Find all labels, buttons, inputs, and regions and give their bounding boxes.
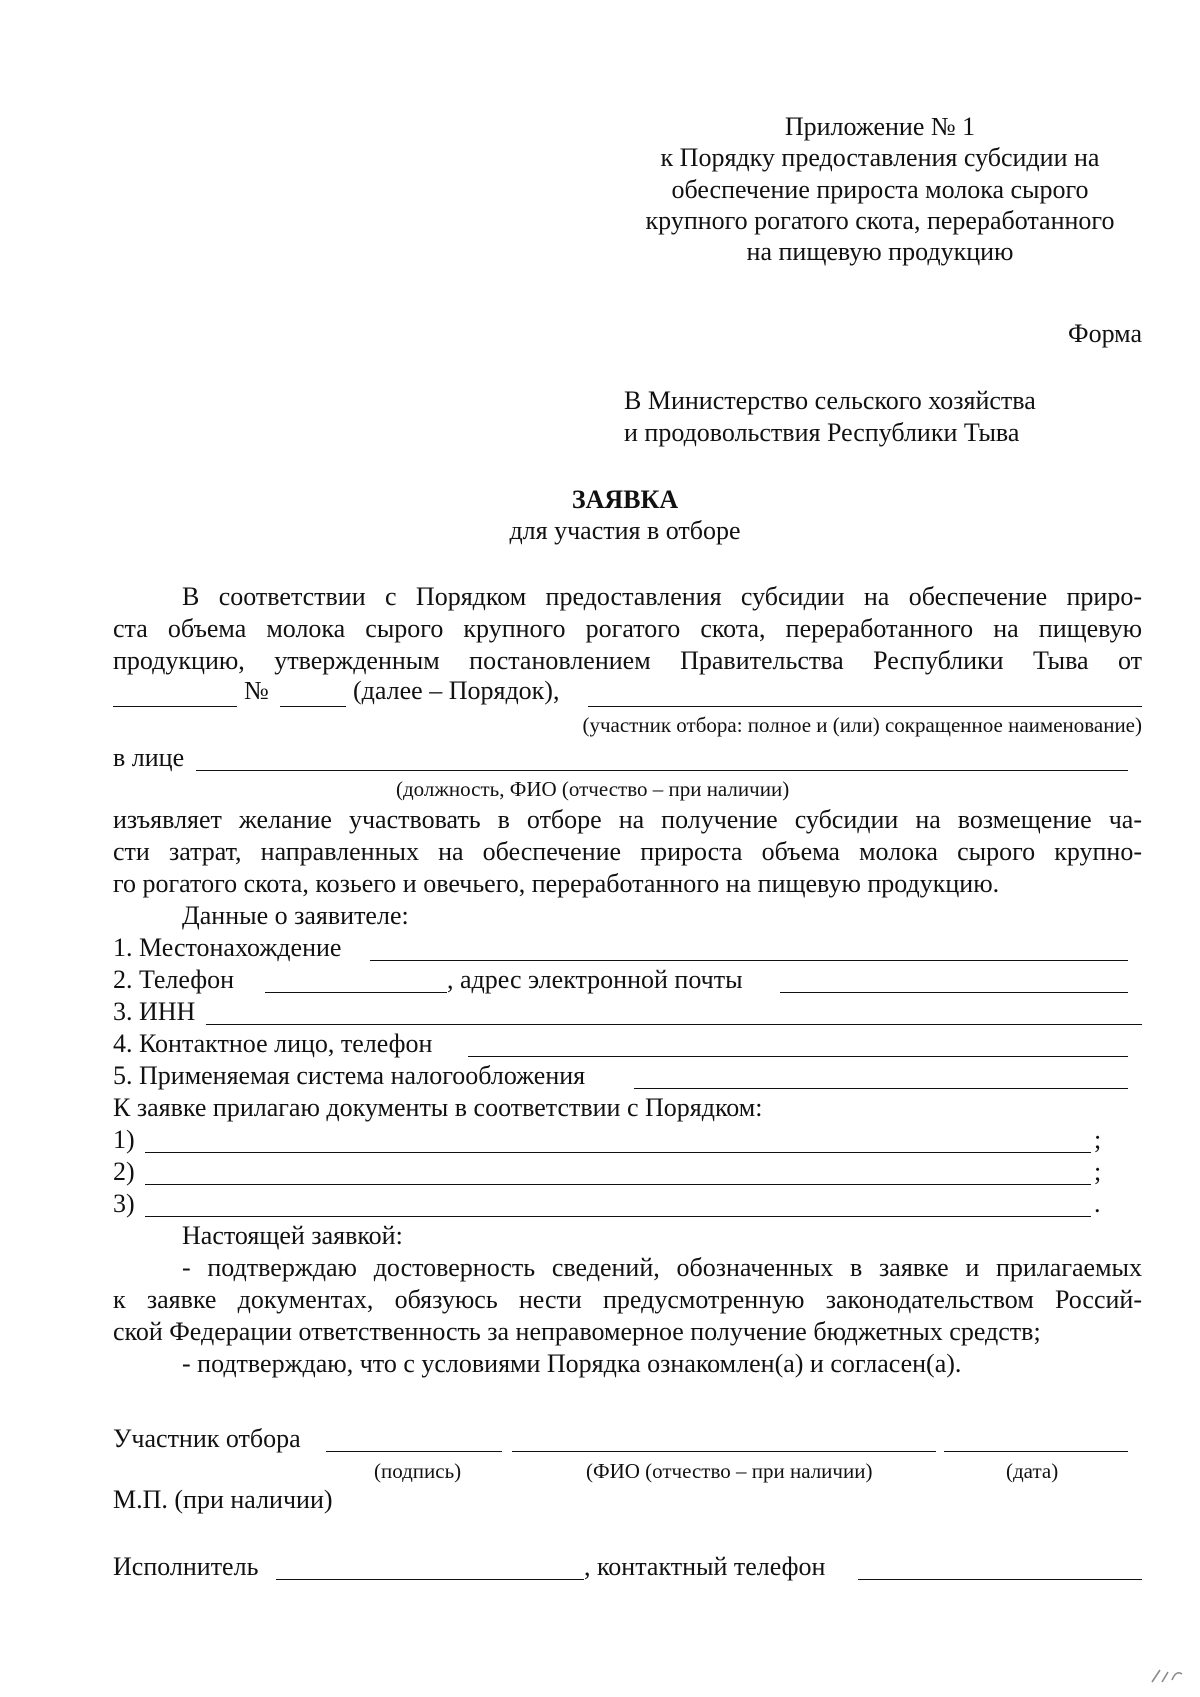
intro-line-3: продукцию, утвержденным постановлением Правительства Республики Тыва от bbox=[113, 646, 1142, 675]
attachment-end-1: ; bbox=[1094, 1125, 1102, 1154]
executor-label: Исполнитель bbox=[113, 1552, 259, 1581]
attachment-field-1[interactable] bbox=[145, 1152, 1091, 1153]
attachment-field-3[interactable] bbox=[145, 1216, 1091, 1217]
signature-field[interactable] bbox=[326, 1451, 502, 1452]
sign-hint: (подпись) bbox=[374, 1459, 462, 1483]
form-label: Форма bbox=[1068, 319, 1142, 348]
contact-label: 4. Контактное лицо, телефон bbox=[113, 1029, 433, 1058]
location-label: 1. Местонахождение bbox=[113, 933, 342, 962]
attachment-num-3: 3) bbox=[113, 1189, 135, 1218]
fio-field[interactable] bbox=[512, 1451, 936, 1452]
location-field[interactable] bbox=[370, 960, 1128, 961]
in-person-label: в лице bbox=[113, 743, 185, 772]
contact-phone-field[interactable] bbox=[858, 1579, 1142, 1580]
intro-line-2: ста объема молока сырого крупного рогатого скота, переработанного на пищевую bbox=[113, 614, 1142, 643]
email-field[interactable] bbox=[780, 992, 1128, 993]
intro-line-1: В соответствии с Порядком предоставления субсидии на обеспечение приро- bbox=[182, 582, 1142, 611]
appendix-line-4: крупного рогатого скота, переработанного bbox=[645, 206, 1115, 235]
participant-label: Участник отбора bbox=[113, 1424, 301, 1453]
page-title: ЗАЯВКА bbox=[571, 485, 679, 514]
phone-field[interactable] bbox=[265, 992, 447, 993]
representative-field[interactable] bbox=[196, 770, 1128, 771]
fio-hint: (ФИО (отчество – при наличии) bbox=[586, 1459, 873, 1483]
stamp-label: М.П. (при наличии) bbox=[113, 1485, 333, 1514]
inn-label: 3. ИНН bbox=[113, 997, 196, 1026]
confirm-p1-line-3: ской Федерации ответственность за неправомерное получение бюджетных средств; bbox=[113, 1317, 1041, 1346]
contact-phone-label: , контактный телефон bbox=[584, 1552, 826, 1581]
desire-line-3: го рогатого скота, козьего и овечьего, переработанного на пищевую продукцию. bbox=[113, 869, 1000, 898]
addressee-line-2: и продовольствия Республики Тыва bbox=[624, 418, 1020, 447]
desire-line-2: сти затрат, направленных на обеспечение прироста объема молока сырого крупно- bbox=[113, 837, 1142, 866]
desire-line-1: изъявляет желание участвовать в отборе на получение субсидии на возмещение ча- bbox=[113, 805, 1142, 834]
inn-field[interactable] bbox=[206, 1024, 1142, 1025]
attachment-field-2[interactable] bbox=[145, 1184, 1091, 1185]
date-hint: (дата) bbox=[1006, 1459, 1059, 1483]
confirm-heading: Настоящей заявкой: bbox=[182, 1221, 403, 1250]
executor-field[interactable] bbox=[276, 1579, 584, 1580]
participant-name-field[interactable] bbox=[588, 706, 1142, 707]
addressee-line-1: В Министерство сельского хозяйства bbox=[624, 386, 1036, 415]
date-blank[interactable] bbox=[113, 706, 237, 707]
confirm-p2: - подтверждаю, что с условиями Порядка ознакомлен(а) и согласен(а). bbox=[182, 1349, 962, 1378]
attachment-num-2: 2) bbox=[113, 1157, 135, 1186]
number-sign: № bbox=[244, 676, 269, 705]
intro-line-4-rest: (далее – Порядок), bbox=[353, 676, 560, 705]
phone-label: 2. Телефон bbox=[113, 965, 235, 994]
attachment-end-2: ; bbox=[1094, 1157, 1102, 1186]
attachments-heading: К заявке прилагаю документы в соответствии с Порядком: bbox=[113, 1093, 763, 1122]
email-label: , адрес электронной почты bbox=[447, 965, 743, 994]
confirm-p1-line-2: к заявке документах, обязуюсь нести предусмотренную законодательством Россий- bbox=[113, 1285, 1142, 1314]
contact-field[interactable] bbox=[468, 1056, 1128, 1057]
number-blank[interactable] bbox=[280, 706, 346, 707]
appendix-line-3: обеспечение прироста молока сырого bbox=[671, 175, 1089, 204]
attachment-num-1: 1) bbox=[113, 1125, 135, 1154]
tax-label: 5. Применяемая система налогообложения bbox=[113, 1061, 586, 1090]
attachment-end-3: . bbox=[1094, 1189, 1101, 1218]
applicant-heading: Данные о заявителе: bbox=[182, 901, 409, 930]
position-hint: (должность, ФИО (отчество – при наличии) bbox=[396, 777, 790, 801]
appendix-line-1: Приложение № 1 bbox=[784, 112, 976, 141]
date-field[interactable] bbox=[944, 1451, 1128, 1452]
participant-hint: (участник отбора: полное и (или) сокращенное наименование) bbox=[582, 713, 1142, 737]
tax-field[interactable] bbox=[634, 1088, 1128, 1089]
handwritten-mark-icon bbox=[1148, 1664, 1188, 1686]
appendix-line-2: к Порядку предоставления субсидии на bbox=[660, 143, 1100, 172]
confirm-p1-line-1: - подтверждаю достоверность сведений, обозначенных в заявке и прилагаемых bbox=[182, 1253, 1142, 1282]
page-subtitle: для участия в отборе bbox=[509, 516, 741, 545]
appendix-line-5: на пищевую продукцию bbox=[746, 237, 1014, 266]
